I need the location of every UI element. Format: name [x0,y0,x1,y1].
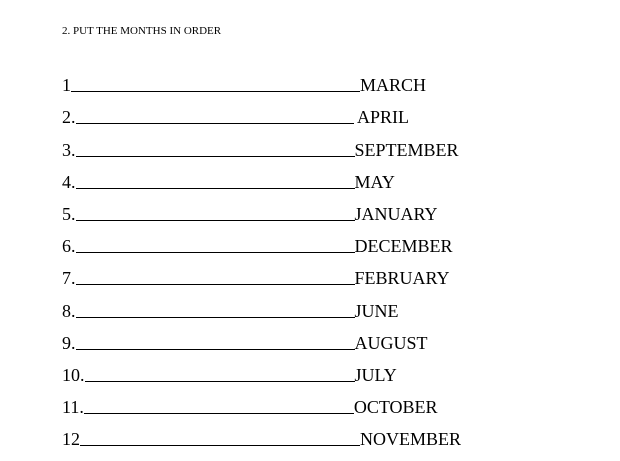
answer-blank[interactable] [76,284,355,285]
list-item [62,159,582,191]
month-label: MAY [354,171,395,192]
list-item [62,287,582,319]
answer-blank[interactable] [80,445,360,446]
item-number: 11. [62,397,84,418]
answer-blank[interactable] [76,317,355,318]
item-number: 5. [62,203,76,224]
list-item [62,62,582,94]
list-item [62,416,582,448]
answer-blank[interactable] [84,413,354,414]
item-number: 6. [62,236,76,257]
answer-blank[interactable] [76,156,355,157]
answer-blank[interactable] [76,123,354,124]
month-label: FEBRUARY [354,268,450,289]
answer-blank[interactable] [85,381,355,382]
month-label: JUNE [354,300,399,321]
list-item [62,255,582,287]
month-label: APRIL [353,107,410,128]
month-label: JULY [354,364,397,385]
answer-blank[interactable] [76,188,355,189]
answer-blank[interactable] [76,252,355,253]
item-number: 2. [62,107,76,128]
list-item [62,223,582,255]
item-number: 10. [62,364,85,385]
list-item [62,320,582,352]
list-item [62,94,582,126]
months-list [62,62,582,448]
item-number: 3. [62,139,76,160]
item-number: 12 [62,429,80,450]
answer-blank[interactable] [76,220,355,221]
answer-blank[interactable] [76,349,355,350]
answer-blank[interactable] [71,91,360,92]
item-number: 7. [62,268,76,289]
list-item [62,352,582,384]
exercise-heading: 2. PUT THE MONTHS IN ORDER [62,25,222,37]
item-number: 1 [62,75,71,96]
month-label: AUGUST [354,332,428,353]
list-item [62,126,582,158]
month-label: SEPTEMBER [354,139,459,160]
month-label: OCTOBER [353,397,438,418]
month-label: NOVEMBER [360,429,462,450]
month-label: DECEMBER [354,236,453,257]
list-item [62,191,582,223]
item-number: 4. [62,171,76,192]
month-label: JANUARY [354,203,438,224]
item-number: 9. [62,332,76,353]
month-label: MARCH [360,75,427,96]
item-number: 8. [62,300,76,321]
list-item [62,384,582,416]
